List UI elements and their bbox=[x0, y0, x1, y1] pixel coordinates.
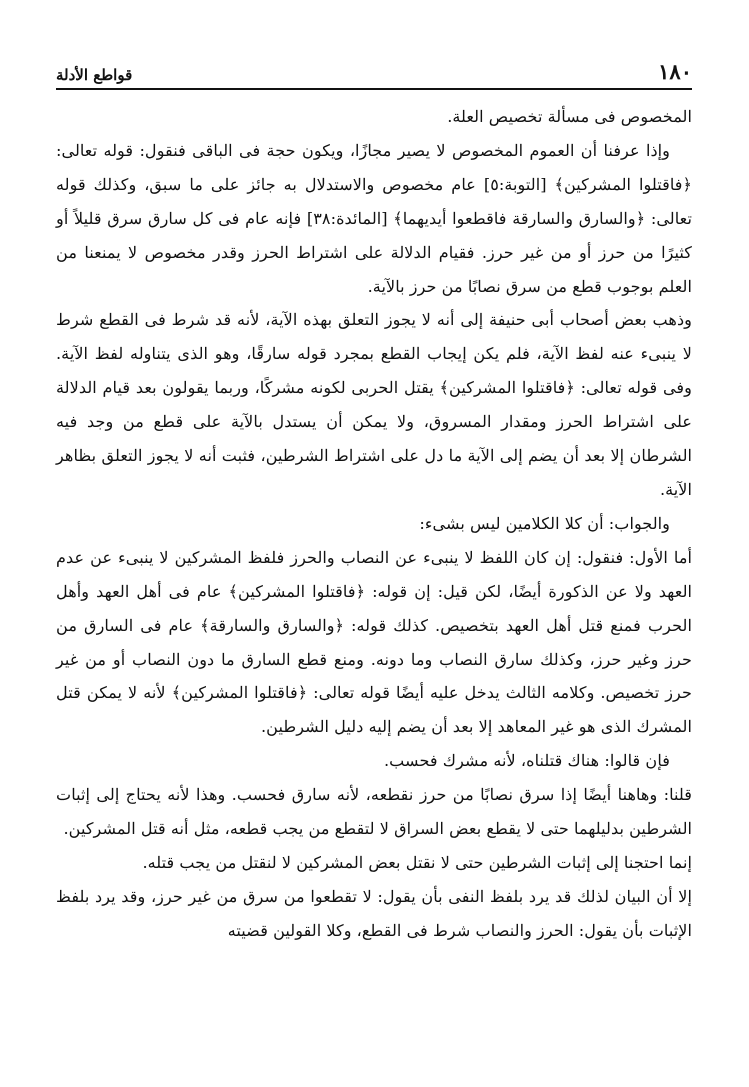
body-text bbox=[56, 100, 692, 948]
page-number: ١٨٠ bbox=[658, 59, 692, 84]
paragraph: وإذا عرفنا أن العموم المخصوص لا يصير مجازًا، ويكون حجة فى الباقى فنقول: قوله تعالى: ﴿فاقتلوا المشركين﴾ [التوبة:٥] عام مخصوص والاستدلال به جائز على ما سبق، وكذلك قوله تعالى: ﴿والسارق والسارقة فاقطعوا أيديهما﴾ [المائدة:٣٨] فإنه عام فى كل سارق سرق قليلاً أو كثيرًا من حرز أو من غير حرز. فقيام الدلالة على اشتراط الحرز وقدر مخصوص لا يمنعنا من العلم بوجوب قطع من سرق نصابًا من حرز بالآية. bbox=[56, 140, 692, 296]
paragraph: المخصوص فى مسألة تخصيص العلة. bbox=[447, 107, 692, 126]
running-title: قواطع الأدلة bbox=[56, 66, 133, 84]
paragraph: وذهب بعض أصحاب أبى حنيفة إلى أنه لا يجوز التعلق بهذه الآية، لأنه قد شرط فى القطع شرط لا ينبىء عنه لفظ الآية، فلم يكن إيجاب القطع بمجرد قوله سارقًا، وهو الذى يتناوله لفظ الآية. وفى قوله تعالى: ﴿فاقتلوا المشركين﴾ يقتل الحربى لكونه مشركًا، وربما يقولون بعد قيام الدلالة على اشتراط الحرز ومقدار المسروق، ولا يمكن أن يستدل بالآية على قطع من وجد فيه الشرطان إلا بعد أن يضم إلى الآية ما دل على اشتراط الشرطين، فثبت أنه لا يجوز التعلق بظاهر الآية. bbox=[56, 310, 692, 499]
paragraph: أما الأول: فنقول: إن كان اللفظ لا ينبىء عن النصاب والحرز فلفظ المشركين لا ينبىء عن عدم العهد ولا عن الذكورة أيضًا، لكن قيل: إن قوله: ﴿فاقتلوا المشركين﴾ عام فى أهل العهد وأهل الحرب فمنع قتل أهل العهد بتخصيص. كذلك قوله: ﴿والسارق والسارقة﴾ عام فى السارق من حرز وغير حرز، وكذلك سارق النصاب وما دونه. ومنع قطع السارق ما دون النصاب أو من غير حرز تخصيص. وكلامه الثالث يدخل عليه أيضًا قوله تعالى: ﴿فاقتلوا المشركين﴾ لأنه لا يمكن قتل المشرك الذى هو غير المعاهد إلا بعد أن يضم إليه دليل الشرطين. bbox=[56, 547, 692, 737]
paragraph: والجواب: أن كلا الكلامين ليس بشىء: bbox=[419, 513, 670, 533]
paragraph: قلنا: وهاهنا أيضًا إذا سرق نصابًا من حرز نقطعه، لأنه سارق فحسب. وهذا لأنه يحتاج إلى إثبات الشرطين بدليلهما حتى لا يقطع بعض السراق لا لتقطع من يجب قطعه، مثل أنه قتل المشركين. bbox=[56, 785, 692, 839]
header-divider bbox=[56, 88, 692, 90]
paragraph: إلا أن البيان لذلك قد يرد بلفظ النفى بأن يقول: لا تقطعوا من سرق من غير حرز، وقد يرد بلفظ الإثبات بأن يقول: الحرز والنصاب شرط فى القطع، وكلا القولين قضيته bbox=[56, 886, 692, 940]
page-header bbox=[56, 58, 692, 84]
paragraph: فإن قالوا: هناك قتلناه، لأنه مشرك فحسب. bbox=[383, 751, 670, 771]
paragraph: إنما احتجنا إلى إثبات الشرطين حتى لا نقتل بعض المشركين لا لنقتل من يجب قتله. bbox=[142, 852, 692, 872]
